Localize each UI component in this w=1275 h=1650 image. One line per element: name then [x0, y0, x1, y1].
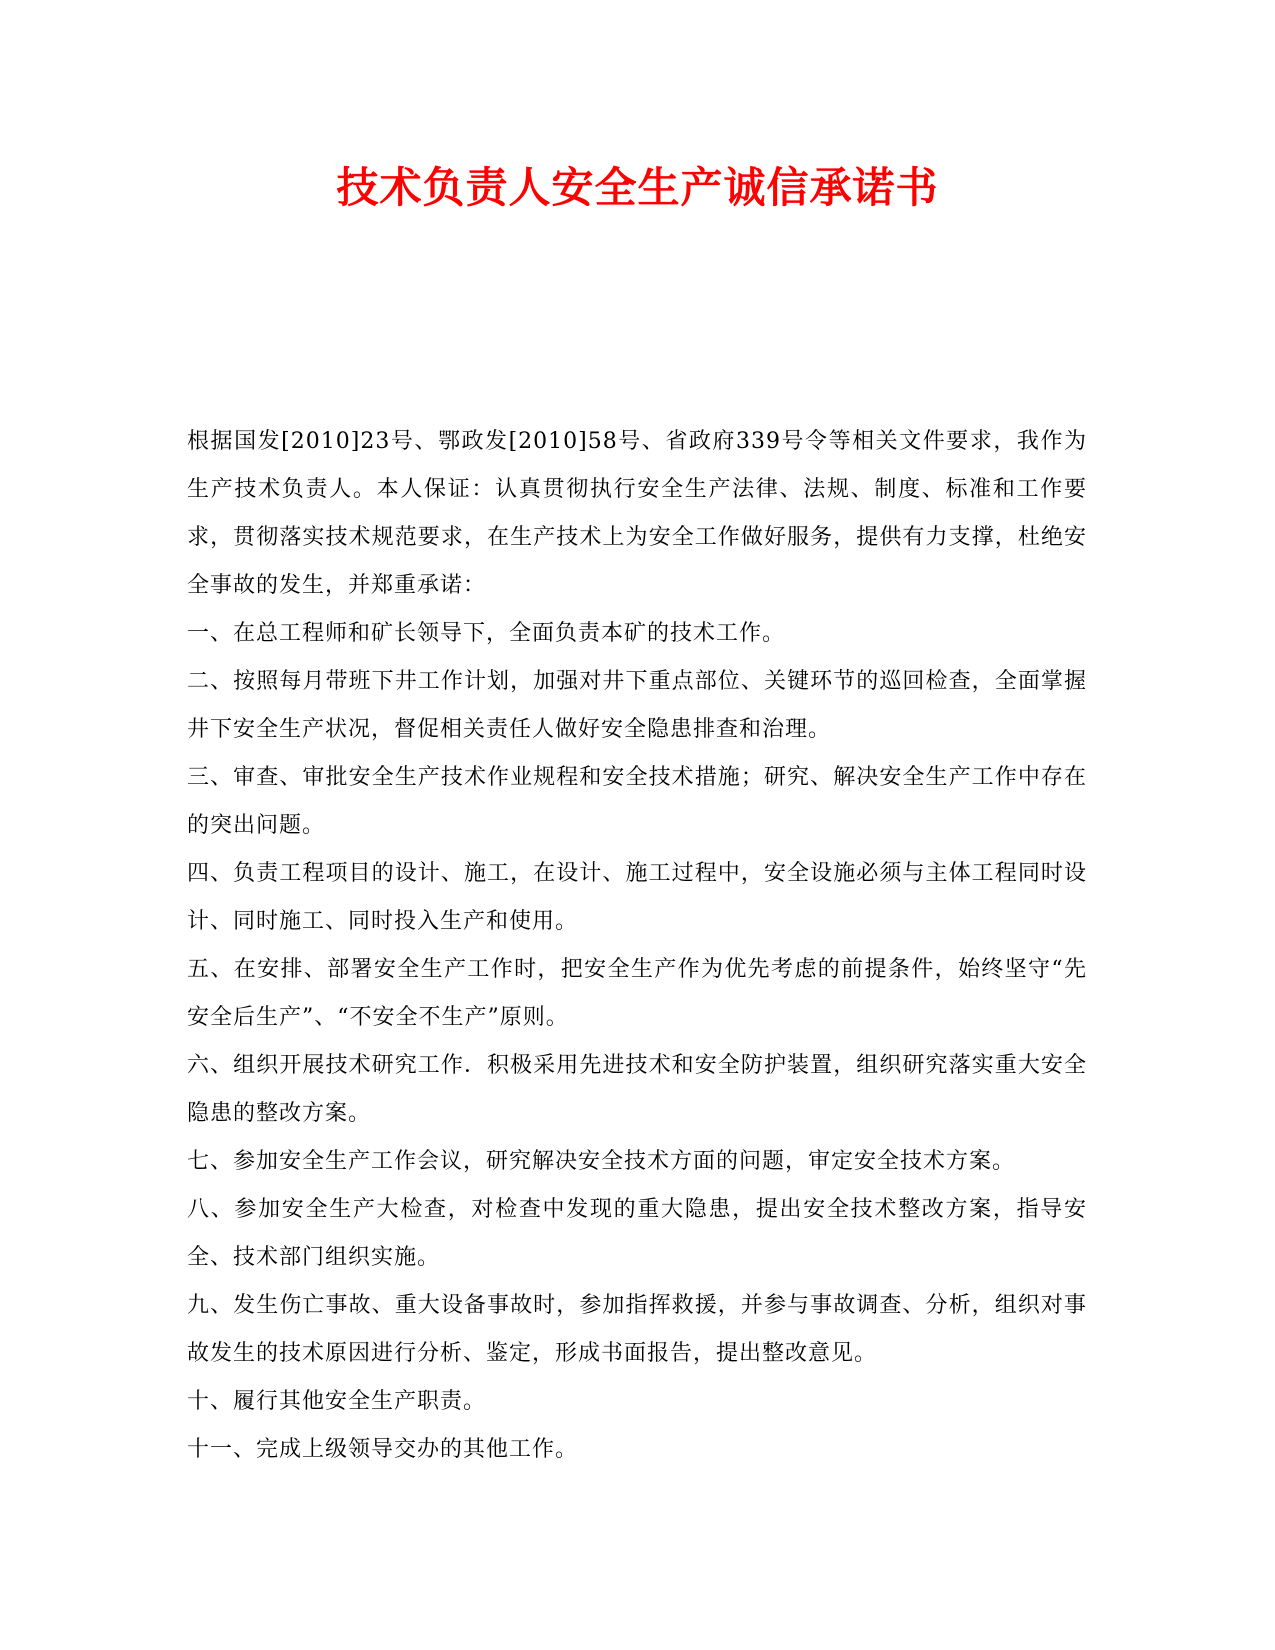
document-title: 技术负责人安全生产诚信承诺书: [336, 163, 939, 212]
commitment-item-8: 八、参加安全生产大检查，对检查中发现的重大隐患，提出安全技术整改方案，指导安全、技术部门组织实施。: [187, 1197, 1087, 1270]
commitment-item-9: 九、发生伤亡事故、重大设备事故时，参加指挥救援，并参与事故调查、分析，组织对事故发生的技术原因进行分析、鉴定，形成书面报告，提出整改意见。: [187, 1293, 1087, 1366]
commitment-item-4: 四、负责工程项目的设计、施工，在设计、施工过程中，安全设施必须与主体工程同时设计、同时施工、同时投入生产和使用。: [187, 861, 1087, 934]
commitment-item-2: 二、按照每月带班下井工作计划，加强对井下重点部位、关键环节的巡回检查，全面掌握井下安全生产状况，督促相关责任人做好安全隐患排查和治理。: [187, 669, 1087, 742]
commitment-item-11: 十一、完成上级领导交办的其他工作。: [187, 1437, 579, 1462]
commitment-item-6: 六、组织开展技术研究工作．积极采用先进技术和安全防护装置，组织研究落实重大安全隐患的整改方案。: [187, 1053, 1087, 1126]
commitment-item-5: 五、在安排、部署安全生产工作时，把安全生产作为优先考虑的前提条件，始终坚守“先安全后生产”、“不安全不生产”原则。: [187, 957, 1087, 1030]
commitment-item-3: 三、审查、审批安全生产技术作业规程和安全技术措施；研究、解决安全生产工作中存在的突出问题。: [187, 765, 1087, 838]
commitment-item-1: 一、在总工程师和矿长领导下，全面负责本矿的技术工作。: [187, 621, 786, 646]
commitment-item-7: 七、参加安全生产工作会议，研究解决安全技术方面的问题，审定安全技术方案。: [187, 1149, 1016, 1174]
document-body: [187, 418, 1087, 1474]
commitment-item-10: 十、履行其他安全生产职责。: [187, 1389, 487, 1414]
intro-paragraph: 根据国发[2010]23号、鄂政发[2010]58号、省政府339号令等相关文件要求，我作为生产技术负责人。本人保证：认真贯彻执行安全生产法律、法规、制度、标准和工作要求，贯彻落实技术规范要求，在生产技术上为安全工作做好服务，提供有力支撑，杜绝安全事故的发生，并郑重承诺：: [187, 429, 1087, 598]
